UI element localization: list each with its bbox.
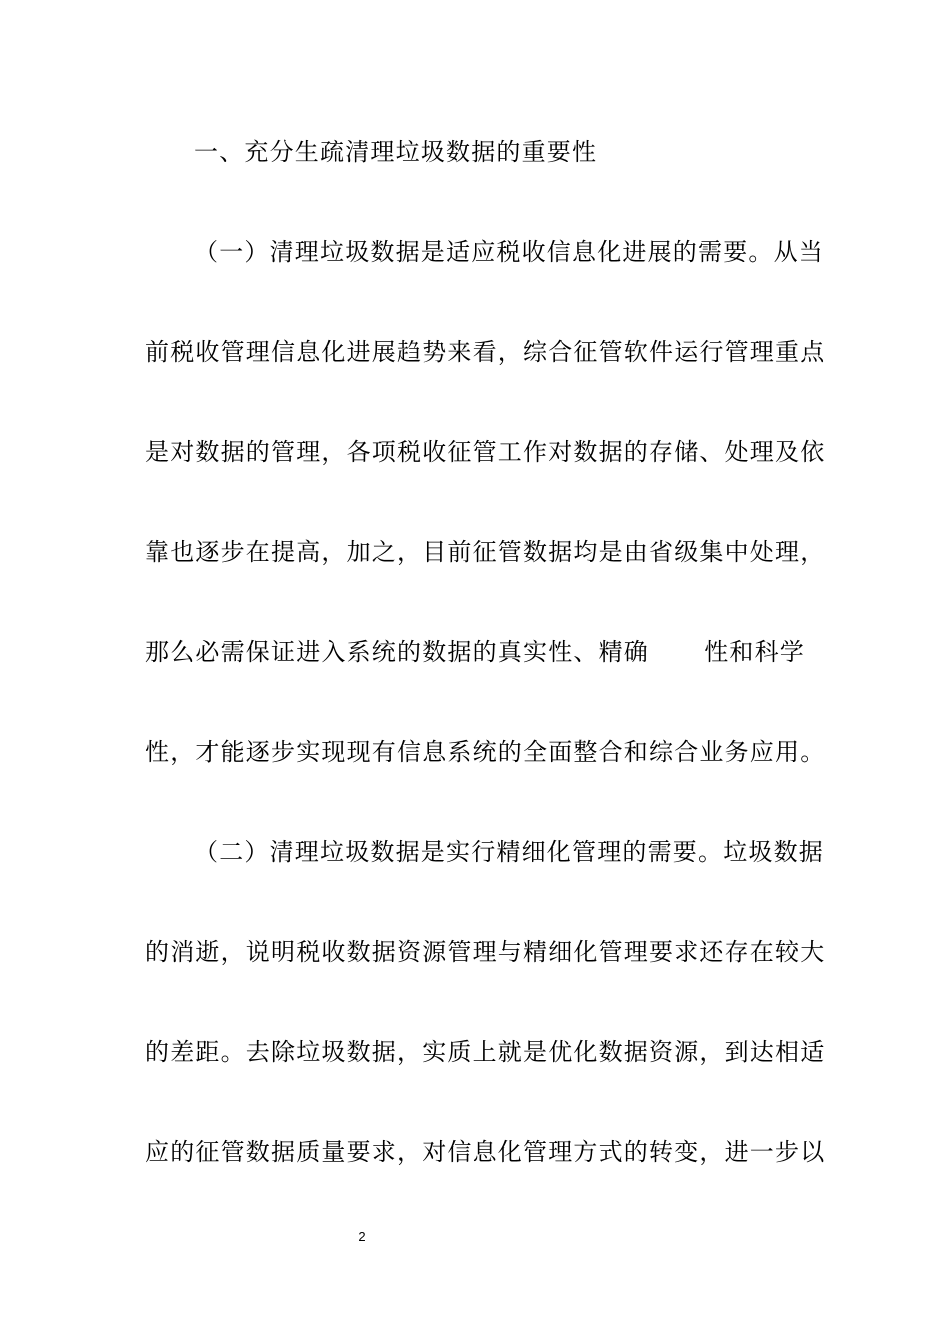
paragraph-line: （二）清理垃圾数据是实行精细化管理的需要。垃圾数据 bbox=[194, 838, 824, 866]
paragraph-line: 性，才能逐步实现现有信息系统的全面整合和综合业务应用。 bbox=[145, 738, 826, 766]
paragraph-line: 是对数据的管理，各项税收征管工作对数据的存储、处理及依 bbox=[145, 438, 826, 466]
paragraph-line: 前税收管理信息化进展趋势来看，综合征管软件运行管理重点 bbox=[145, 338, 826, 366]
paragraph-line bbox=[145, 637, 805, 667]
paragraph-line: （一）清理垃圾数据是适应税收信息化进展的需要。从当 bbox=[194, 238, 824, 266]
paragraph-line: 靠也逐步在提高，加之，目前征管数据均是由省级集中处理， bbox=[145, 538, 826, 566]
paragraph-line-part: 那么必需保证进入系统的数据的真实性、精确 bbox=[145, 638, 649, 666]
paragraph-line-part: 性和科学 bbox=[704, 638, 805, 666]
paragraph-line: 的消逝，说明税收数据资源管理与精细化管理要求还存在较大 bbox=[145, 938, 826, 966]
paragraph-line: 应的征管数据质量要求，对信息化管理方式的转变，进一步以 bbox=[145, 1138, 826, 1166]
paragraph-line: 的差距。去除垃圾数据，实质上就是优化数据资源，到达相适 bbox=[145, 1038, 826, 1066]
section-heading: 一、充分生疏清理垃圾数据的重要性 bbox=[194, 138, 598, 166]
page-number: 2 bbox=[358, 1229, 366, 1244]
